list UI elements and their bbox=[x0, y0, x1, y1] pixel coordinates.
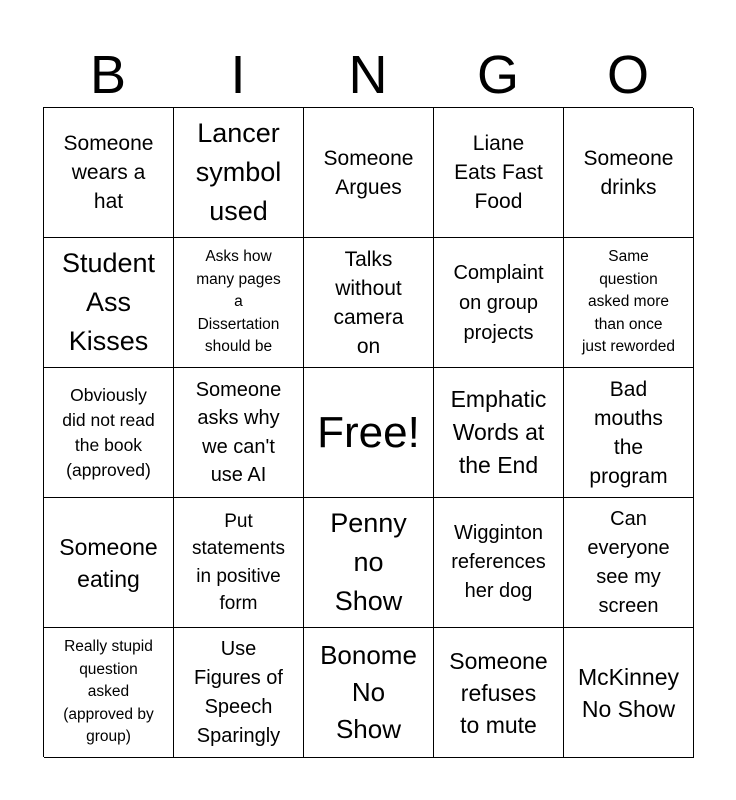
cell-text: Wigginton references her dog bbox=[451, 522, 546, 602]
bingo-cell-r3-c4[interactable] bbox=[434, 368, 564, 498]
cell-text: Someone drinks bbox=[583, 146, 674, 199]
bingo-header bbox=[43, 42, 693, 108]
header-letter-o: O bbox=[606, 45, 649, 105]
cell-text: Obviously did not read the book (approved) bbox=[62, 384, 155, 480]
cell-text: Penny no Show bbox=[330, 508, 407, 616]
bingo-cell-r1-c2[interactable] bbox=[174, 108, 304, 238]
bingo-cell-r1-c5[interactable] bbox=[564, 108, 694, 238]
cell-text: Bonome No Show bbox=[320, 640, 417, 744]
bingo-cell-r3-c5[interactable] bbox=[564, 368, 694, 498]
cell-text: Lancer symbol used bbox=[195, 118, 282, 226]
bingo-cell-r4-c3[interactable] bbox=[304, 498, 434, 628]
cell-text: Someone wears a hat bbox=[63, 132, 154, 213]
bingo-grid bbox=[43, 107, 693, 757]
bingo-cell-r2-c4[interactable] bbox=[434, 238, 564, 368]
bingo-cell-r4-c2[interactable] bbox=[174, 498, 304, 628]
bingo-cell-r5-c2[interactable] bbox=[174, 628, 304, 758]
cell-text: Liane Eats Fast Food bbox=[454, 132, 543, 213]
bingo-cell-r1-c1[interactable] bbox=[44, 108, 174, 238]
bingo-cell-r4-c5[interactable] bbox=[564, 498, 694, 628]
bingo-cell-r2-c1[interactable] bbox=[44, 238, 174, 368]
free-space-label: Free! bbox=[317, 407, 420, 457]
header-letter-g: G bbox=[476, 45, 519, 105]
bingo-cell-r2-c5[interactable] bbox=[564, 238, 694, 368]
bingo-cell-r1-c3[interactable] bbox=[304, 108, 434, 238]
cell-text: Complaint on group projects bbox=[453, 261, 544, 344]
header-letter-b: B bbox=[89, 45, 127, 105]
cell-text: Bad mouths the program bbox=[589, 377, 668, 488]
cell-text: Someone Argues bbox=[323, 146, 414, 199]
cell-text: Same question asked more than once just reworded bbox=[581, 248, 676, 356]
cell-text: Can everyone see my screen bbox=[587, 507, 670, 617]
bingo-cell-r1-c4[interactable] bbox=[434, 108, 564, 238]
cell-text: Someone asks why we can't use AI bbox=[195, 378, 282, 486]
cell-text: Emphatic Words at the End bbox=[450, 386, 547, 478]
cell-text: Someone refuses to mute bbox=[449, 647, 548, 738]
bingo-cell-r3-c2[interactable] bbox=[174, 368, 304, 498]
bingo-cell-r2-c3[interactable] bbox=[304, 238, 434, 368]
cell-text: Put statements in positive form bbox=[192, 510, 285, 614]
bingo-cell-free[interactable] bbox=[304, 368, 434, 498]
bingo-cell-r5-c3[interactable] bbox=[304, 628, 434, 758]
header-letter-i: I bbox=[230, 45, 246, 105]
cell-text: Someone eating bbox=[59, 533, 158, 592]
bingo-cell-r3-c1[interactable] bbox=[44, 368, 174, 498]
cell-text: McKinney No Show bbox=[578, 663, 679, 722]
cell-text: Talks without camera on bbox=[333, 247, 404, 358]
cell-text: Student Ass Kisses bbox=[61, 248, 156, 356]
bingo-cell-r2-c2[interactable] bbox=[174, 238, 304, 368]
cell-text: Really stupid question asked (approved by group) bbox=[63, 638, 154, 746]
cell-text: Asks how many pages a Dissertation should be bbox=[196, 248, 281, 356]
bingo-cell-r5-c5[interactable] bbox=[564, 628, 694, 758]
bingo-cell-r4-c4[interactable] bbox=[434, 498, 564, 628]
cell-text: Use Figures of Speech Sparingly bbox=[194, 637, 283, 747]
header-letter-n: N bbox=[348, 45, 388, 105]
bingo-cell-r5-c1[interactable] bbox=[44, 628, 174, 758]
bingo-cell-r5-c4[interactable] bbox=[434, 628, 564, 758]
bingo-cell-r4-c1[interactable] bbox=[44, 498, 174, 628]
